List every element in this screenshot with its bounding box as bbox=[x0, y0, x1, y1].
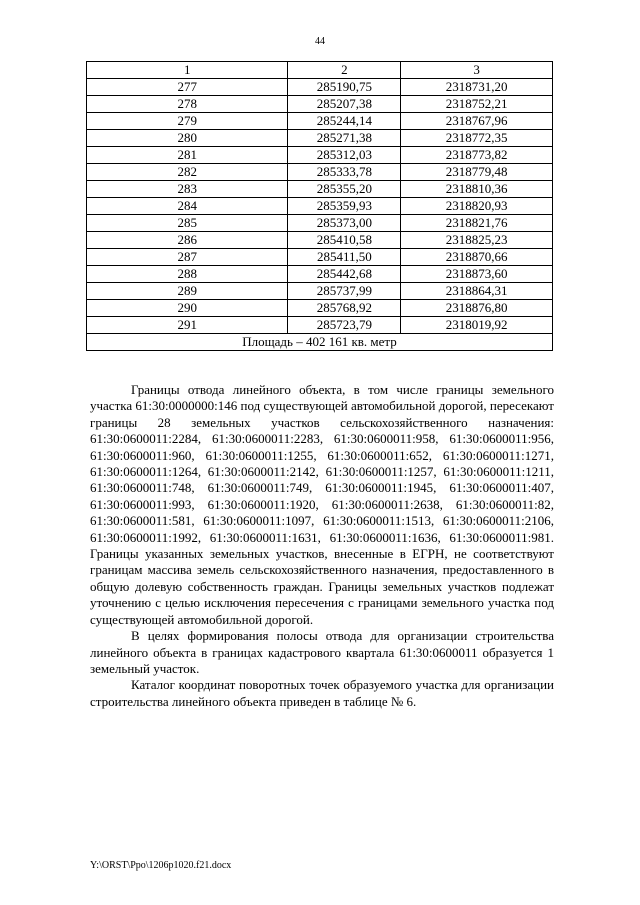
point-number-cell: 286 bbox=[87, 232, 288, 249]
y-coordinate-cell: 2318870,66 bbox=[401, 249, 553, 266]
x-coordinate-cell: 285768,92 bbox=[288, 300, 401, 317]
table-row bbox=[87, 79, 553, 96]
y-coordinate-cell: 2318773,82 bbox=[401, 147, 553, 164]
x-coordinate-cell: 285359,93 bbox=[288, 198, 401, 215]
point-number-cell: 278 bbox=[87, 96, 288, 113]
column-header: 1 bbox=[87, 62, 288, 79]
x-coordinate-cell: 285312,03 bbox=[288, 147, 401, 164]
table-row bbox=[87, 317, 553, 334]
x-coordinate-cell: 285723,79 bbox=[288, 317, 401, 334]
table-row bbox=[87, 249, 553, 266]
y-coordinate-cell: 2318810,36 bbox=[401, 181, 553, 198]
table-header-row bbox=[87, 62, 553, 79]
body-text bbox=[90, 382, 554, 710]
x-coordinate-cell: 285410,58 bbox=[288, 232, 401, 249]
page-number: 44 bbox=[315, 36, 325, 47]
x-coordinate-cell: 285244,14 bbox=[288, 113, 401, 130]
column-header: 2 bbox=[288, 62, 401, 79]
y-coordinate-cell: 2318779,48 bbox=[401, 164, 553, 181]
x-coordinate-cell: 285411,50 bbox=[288, 249, 401, 266]
point-number-cell: 285 bbox=[87, 215, 288, 232]
x-coordinate-cell: 285207,38 bbox=[288, 96, 401, 113]
table-row bbox=[87, 283, 553, 300]
paragraph: Каталог координат поворотных точек образуемого участка для организации строительства линейного объекта приведен в таблице № 6. bbox=[90, 677, 554, 709]
x-coordinate-cell: 285333,78 bbox=[288, 164, 401, 181]
y-coordinate-cell: 2318820,93 bbox=[401, 198, 553, 215]
y-coordinate-cell: 2318825,23 bbox=[401, 232, 553, 249]
point-number-cell: 277 bbox=[87, 79, 288, 96]
y-coordinate-cell: 2318873,60 bbox=[401, 266, 553, 283]
x-coordinate-cell: 285373,00 bbox=[288, 215, 401, 232]
y-coordinate-cell: 2318767,96 bbox=[401, 113, 553, 130]
column-header: 3 bbox=[401, 62, 553, 79]
table-row bbox=[87, 300, 553, 317]
y-coordinate-cell: 2318019,92 bbox=[401, 317, 553, 334]
point-number-cell: 281 bbox=[87, 147, 288, 164]
point-number-cell: 291 bbox=[87, 317, 288, 334]
table-row bbox=[87, 113, 553, 130]
point-number-cell: 287 bbox=[87, 249, 288, 266]
x-coordinate-cell: 285442,68 bbox=[288, 266, 401, 283]
point-number-cell: 284 bbox=[87, 198, 288, 215]
y-coordinate-cell: 2318772,35 bbox=[401, 130, 553, 147]
table-row bbox=[87, 232, 553, 249]
table-row bbox=[87, 130, 553, 147]
table-row bbox=[87, 147, 553, 164]
y-coordinate-cell: 2318864,31 bbox=[401, 283, 553, 300]
point-number-cell: 288 bbox=[87, 266, 288, 283]
area-row bbox=[87, 334, 553, 351]
x-coordinate-cell: 285737,99 bbox=[288, 283, 401, 300]
paragraph: Границы отвода линейного объекта, в том числе границы земельного участка 61:30:0000000:146 под существующей автомобильной дорогой, пересекают границы 28 земельных участков сельскохозяйственного назначения: 61:30:0600011:2284, 61:30:0600011:2283, 61:30:0600011:958, 61:30:0600011:956, 61:30:0600011:960, 61:30:0600011:1255, 61:30:0600011:652, 61:30:0600011:1271, 61:30:0600011:1264, 61:30:0600011:2142, 61:30:0600011:1257, 61:30:0600011:1211, 61:30:0600011:748, 61:30:0600011:749, 61:30:0600011:1945, 61:30:0600011:407, 61:30:0600011:993, 61:30:0600011:1920, 61:30:0600011:2638, 61:30:0600011:82, 61:30:0600011:581, 61:30:0600011:1097, 61:30:0600011:1513, 61:30:0600011:2106, 61:30:0600011:1992, 61:30:0600011:1631, 61:30:0600011:1636, 61:30:0600011:981. Границы указанных земельных участков, внесенные в ЕГРН, не соответствуют границам массива земель сельскохозяйственного назначения, предоставленного в общую долевую собственность граждан. Границы земельных участков подлежат уточнению с целью исключения пересечения с границами земельного участка под существующей автомобильной дорогой. bbox=[90, 382, 554, 627]
y-coordinate-cell: 2318821,76 bbox=[401, 215, 553, 232]
table-row bbox=[87, 181, 553, 198]
area-cell: Площадь – 402 161 кв. метр bbox=[87, 334, 553, 351]
table-row bbox=[87, 96, 553, 113]
x-coordinate-cell: 285190,75 bbox=[288, 79, 401, 96]
point-number-cell: 279 bbox=[87, 113, 288, 130]
y-coordinate-cell: 2318876,80 bbox=[401, 300, 553, 317]
table-row bbox=[87, 215, 553, 232]
x-coordinate-cell: 285355,20 bbox=[288, 181, 401, 198]
table-row bbox=[87, 198, 553, 215]
x-coordinate-cell: 285271,38 bbox=[288, 130, 401, 147]
point-number-cell: 283 bbox=[87, 181, 288, 198]
point-number-cell: 289 bbox=[87, 283, 288, 300]
footer-file-path: Y:\ORST\Ppo\1206p1020.f21.docx bbox=[90, 860, 232, 871]
paragraph: В целях формирования полосы отвода для организации строительства линейного объекта в границах кадастрового квартала 61:30:0600011 образуется 1 земельный участок. bbox=[90, 628, 554, 676]
point-number-cell: 282 bbox=[87, 164, 288, 181]
coordinates-table bbox=[86, 61, 553, 351]
point-number-cell: 290 bbox=[87, 300, 288, 317]
point-number-cell: 280 bbox=[87, 130, 288, 147]
y-coordinate-cell: 2318731,20 bbox=[401, 79, 553, 96]
y-coordinate-cell: 2318752,21 bbox=[401, 96, 553, 113]
table-row bbox=[87, 164, 553, 181]
table-row bbox=[87, 266, 553, 283]
